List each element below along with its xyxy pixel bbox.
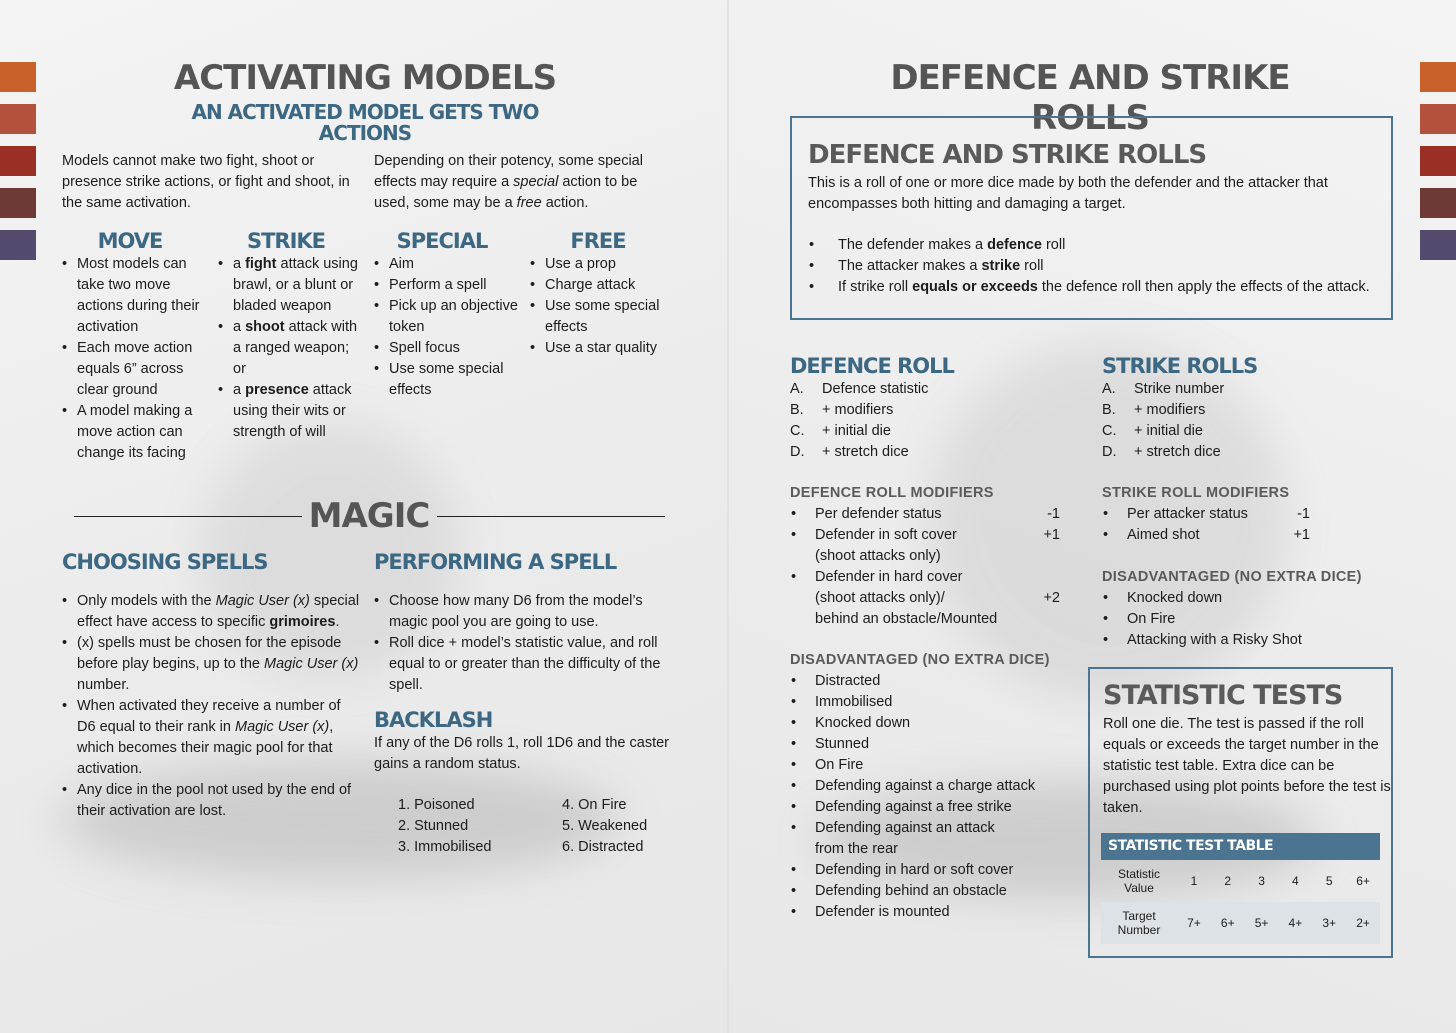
defence-disadvantaged-section <box>790 650 1080 923</box>
list-item: • (x) spells must be chosen for the episode before play begins, up to the Magic User (x) number. <box>62 633 362 696</box>
stat-table <box>1101 860 1380 944</box>
list-item: • The defender makes a defence roll <box>790 235 1390 256</box>
move-section <box>62 228 208 464</box>
choosing-spells-section <box>62 549 362 822</box>
chapter-tab[interactable] <box>0 188 36 218</box>
chapter-tab[interactable] <box>1420 146 1456 176</box>
list-item: C. + initial die <box>790 423 891 439</box>
table-cell: 5+ <box>1245 902 1279 944</box>
strike-list <box>218 254 364 443</box>
free-section <box>530 228 680 359</box>
list-item: • Perform a spell <box>374 275 524 296</box>
defence-roll-list <box>790 379 1070 463</box>
defence-strike-box <box>790 116 1393 320</box>
performing-spell-section <box>374 549 674 696</box>
list-item: B. + modifiers <box>790 402 894 418</box>
list-item: • Pick up an objective token <box>374 296 524 338</box>
strike-modifiers-heading: STRIKE ROLL MODIFIERS <box>1102 485 1290 501</box>
table-cell: 5 <box>1325 874 1333 888</box>
chapter-tab[interactable] <box>0 230 36 260</box>
list-item: • Per attacker status -1 <box>1102 504 1310 525</box>
page-title: ACTIVATING MODELS <box>173 58 557 98</box>
strike-rolls-heading: STRIKE ROLLS <box>1102 354 1258 378</box>
list-item: • The attacker makes a strike roll <box>790 256 1390 277</box>
defence-modifiers-list <box>790 504 1060 630</box>
table-cell: 7+ <box>1177 902 1211 944</box>
list-item: • Distracted <box>790 671 1080 692</box>
row-label: Statistic Value <box>1117 867 1160 895</box>
list-item: • Knocked down <box>790 713 1080 734</box>
box-list <box>790 235 1390 298</box>
list-item: • Defender in soft cover +1 (shoot attacks only) <box>790 525 1060 567</box>
list-item: • Use a prop <box>530 254 680 275</box>
table-cell: 3+ <box>1312 902 1346 944</box>
list-item: • Per defender status -1 <box>790 504 1060 525</box>
defence-disadvantaged-list <box>790 671 1080 923</box>
chapter-tab[interactable] <box>1420 230 1456 260</box>
list-item: • Any dice in the pool not used by the end of their activation are lost. <box>62 780 362 822</box>
free-heading: FREE <box>570 229 626 253</box>
chapter-tab[interactable] <box>0 62 36 92</box>
intro-left: Models cannot make two fight, shoot or presence strike actions, or fight and shoot, in the same activation. <box>62 153 350 211</box>
table-cell: 2 <box>1224 874 1232 888</box>
strike-disadvantaged-section <box>1102 567 1392 651</box>
list-item: • Only models with the Magic User (x) special effect have access to specific grimoires. <box>62 591 362 633</box>
chapter-tab[interactable] <box>0 104 36 134</box>
list-item: • a fight attack using brawl, or a blunt or bladed weapon <box>218 254 364 317</box>
defence-disadvantaged-heading: DISADVANTAGED (NO EXTRA DICE) <box>790 652 1050 668</box>
list-item: • Defending in hard or soft cover <box>790 860 1080 881</box>
table-cell: 6+ <box>1356 874 1370 888</box>
page-gutter <box>727 0 729 1033</box>
list-item: • Each move action equals 6” across clear ground <box>62 338 208 401</box>
list-item: C. + initial die <box>1102 423 1203 439</box>
list-item: • Most models can take two move actions during their activation <box>62 254 208 338</box>
list-item: B. + modifiers <box>1102 402 1206 418</box>
list-item: • Knocked down <box>1102 588 1392 609</box>
list-item: • a presence attack using their wits or strength of will <box>218 380 364 443</box>
list-item: • Charge attack <box>530 275 680 296</box>
table-cell: 4+ <box>1278 902 1312 944</box>
special-heading: SPECIAL <box>396 229 488 253</box>
list-item: • Roll dice + model’s statistic value, and roll equal to or greater than the difficulty of the spell. <box>374 633 674 696</box>
list-item: • Defending against an attack from the rear <box>790 818 1010 860</box>
list-item: • Immobilised <box>790 692 1080 713</box>
list-item: 4. On Fire <box>562 797 627 813</box>
divider-line <box>437 516 665 517</box>
list-item: • Stunned <box>790 734 1080 755</box>
table-title: STATISTIC TEST TABLE <box>1101 833 1380 860</box>
list-item: • Aim <box>374 254 524 275</box>
performing-spell-heading: PERFORMING A SPELL <box>374 550 617 574</box>
list-item: • On Fire <box>1102 609 1392 630</box>
move-heading: MOVE <box>97 229 163 253</box>
defence-modifiers-heading: DEFENCE ROLL MODIFIERS <box>790 485 994 501</box>
list-item: 3. Immobilised <box>398 839 492 855</box>
list-item: • A model making a move action can change its facing <box>62 401 208 464</box>
strike-heading: STRIKE <box>246 229 326 253</box>
choosing-spells-list <box>62 591 362 822</box>
table-cell: 6+ <box>1211 902 1245 944</box>
list-item: • If strike roll equals or exceeds the defence roll then apply the effects of the attack. <box>790 277 1390 298</box>
list-item: • Defender in hard cover (shoot attacks only)/ +2 behind an obstacle/Mounted <box>790 567 1060 630</box>
strike-section <box>218 228 364 443</box>
list-item: • Defender is mounted <box>790 902 1080 923</box>
statistic-tests-box <box>1088 667 1393 958</box>
table-cell: 2+ <box>1346 902 1380 944</box>
chapter-tabs-right <box>1420 62 1456 272</box>
intro-right: Depending on their potency, some special effects may require a special action to be used, some may be a free action. <box>374 153 643 211</box>
table-row <box>1101 902 1380 944</box>
list-item: • Defending against a charge attack <box>790 776 1080 797</box>
strike-disadvantaged-heading: DISADVANTAGED (NO EXTRA DICE) <box>1102 569 1362 585</box>
list-item: • Use a star quality <box>530 338 680 359</box>
list-item: • When activated they receive a number of D6 equal to their rank in Magic User (x), which becomes their magic pool for that activation. <box>62 696 362 780</box>
list-item: 6. Distracted <box>562 839 644 855</box>
list-item: 2. Stunned <box>398 818 469 834</box>
row-label: Target Number <box>1101 902 1177 944</box>
list-item: A. Defence statistic <box>790 381 929 397</box>
page-title: DEFENCE AND STRIKE ROLLS <box>890 58 1290 138</box>
list-item: 1. Poisoned <box>398 797 475 813</box>
performing-spell-list <box>374 591 674 696</box>
list-item: • On Fire <box>790 755 1080 776</box>
defence-modifiers-section <box>790 483 1060 630</box>
chapter-tab[interactable] <box>1420 62 1456 92</box>
table-row <box>1101 860 1380 902</box>
table-cell: 3 <box>1258 874 1265 888</box>
special-section <box>374 228 524 401</box>
backlash-status-list <box>374 795 674 858</box>
box-heading: DEFENCE AND STRIKE ROLLS <box>808 140 1207 170</box>
list-item: • Defending against a free strike <box>790 797 1080 818</box>
strike-rolls-section <box>1102 353 1382 463</box>
chapter-tab[interactable] <box>0 146 36 176</box>
chapter-tab[interactable] <box>1420 104 1456 134</box>
list-item: • Attacking with a Risky Shot <box>1102 630 1392 651</box>
list-item: • Use some special effects <box>530 296 680 338</box>
choosing-spells-heading: CHOOSING SPELLS <box>62 550 268 574</box>
strike-rolls-list <box>1102 379 1382 463</box>
strike-disadvantaged-list <box>1102 588 1392 651</box>
list-item: A. Strike number <box>1102 381 1225 397</box>
defence-roll-section <box>790 353 1070 463</box>
divider-line <box>74 516 302 517</box>
backlash-section <box>374 707 674 858</box>
statistic-tests-heading: STATISTIC TESTS <box>1103 680 1343 711</box>
defence-roll-heading: DEFENCE ROLL <box>790 354 954 378</box>
backlash-heading: BACKLASH <box>374 708 493 732</box>
list-item: • Choose how many D6 from the model’s magic pool you are going to use. <box>374 591 674 633</box>
list-item: • Defending behind an obstacle <box>790 881 1080 902</box>
backlash-text: If any of the D6 rolls 1, roll 1D6 and the caster gains a random status. <box>374 735 669 772</box>
chapter-tabs-left <box>0 62 36 272</box>
free-list <box>530 254 680 359</box>
strike-modifiers-section <box>1102 483 1310 546</box>
table-cell: 1 <box>1190 874 1198 888</box>
statistic-tests-text: Roll one die. The test is passed if the roll equals or exceeds the target number in the statistic test table. Extra dice can be purchased using plot points before the test is taken. <box>1103 716 1391 816</box>
strike-modifiers-list <box>1102 504 1310 546</box>
chapter-tab[interactable] <box>1420 188 1456 218</box>
list-item: • Aimed shot +1 <box>1102 525 1310 546</box>
list-item: • a shoot attack with a ranged weapon; or <box>218 317 364 380</box>
box-text: This is a roll of one or more dice made by both the defender and the attacker that encompasses both hitting and damaging a target. <box>808 175 1328 212</box>
list-item: • Spell focus <box>374 338 524 359</box>
table-cell: 4 <box>1292 874 1299 888</box>
statistic-test-table <box>1101 833 1380 944</box>
magic-title: MAGIC <box>308 496 430 536</box>
page-subtitle: AN ACTIVATED MODEL GETS TWO ACTIONS <box>191 100 539 145</box>
list-item: 5. Weakened <box>562 818 648 834</box>
list-item: D. + stretch dice <box>790 444 909 460</box>
move-list <box>62 254 208 464</box>
list-item: • Use some special effects <box>374 359 524 401</box>
special-list <box>374 254 524 401</box>
list-item: D. + stretch dice <box>1102 444 1221 460</box>
